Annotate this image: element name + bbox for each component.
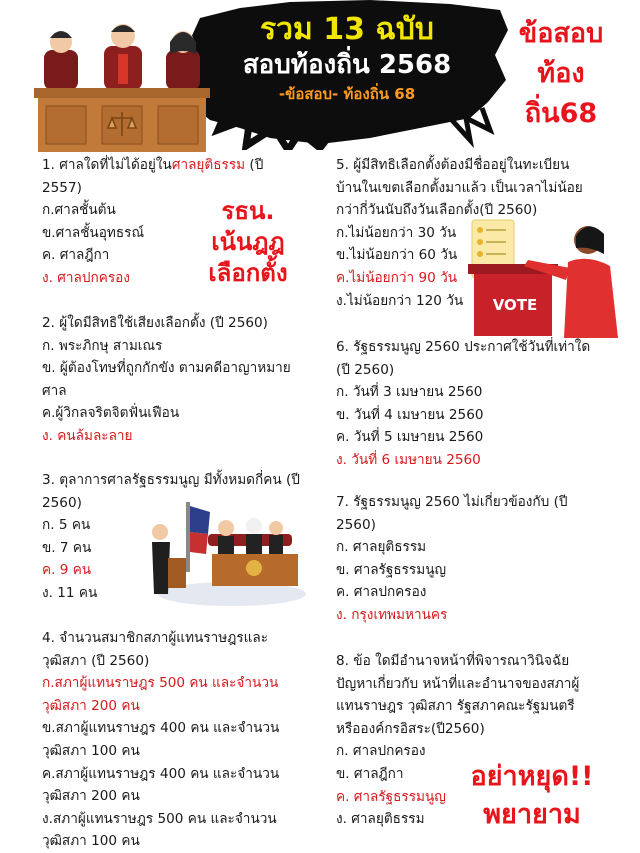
text-segment: ง.ไม่น้อยกว่า 120 วัน (336, 292, 464, 309)
text-segment: ก. วันที่ 3 เมษายน 2560 (336, 384, 483, 401)
text-segment: ก.ศาลชั้นต้น (42, 202, 116, 219)
question-line (336, 718, 579, 741)
text-segment: วุฒิสภา (ปี 2560) (42, 652, 150, 669)
question-line (42, 357, 291, 380)
text-segment: 4. จำนวนสมาชิกสภาผู้แทนราษฎรและ (42, 630, 269, 646)
text-segment: ค. ศาลฎีกา (42, 247, 110, 264)
question-line (42, 808, 279, 831)
vote-box-label: VOTE (492, 296, 538, 314)
text-segment: กว่ากี่วันนับถึงวันเลือกตั้ง(ปี 2560) (336, 202, 538, 219)
corner-label-line2: ท้อง (537, 58, 585, 89)
header-subtitle: สอบท้องถิ่น 2568 (242, 50, 452, 80)
text-segment: ก.ไม่น้อยกว่า 30 วัน (336, 224, 457, 241)
text-segment: ข.ไม่น้อยกว่า 60 วัน (336, 247, 458, 264)
text-segment: วุฒิสภา 100 คน (42, 833, 140, 850)
answer-highlight: ค.ไม่น้อยกว่า 90 วัน (336, 269, 457, 286)
text-segment: ค.สภาผู้แทนราษฎร 400 คน และจำนวน (42, 765, 280, 782)
question-6 (336, 336, 590, 472)
question-text (42, 312, 291, 335)
text-segment: ง.สภาผู้แทนราษฎร 500 คน และจำนวน (42, 810, 277, 827)
question-line (336, 359, 590, 382)
question-line (42, 650, 279, 673)
text-segment: 6. รัฐธรรมนูญ 2560 ประกาศใช้วันที่เท่าใด (336, 339, 591, 355)
question-text (336, 650, 579, 673)
question-line (336, 673, 579, 696)
text-segment: (ปี (245, 157, 264, 173)
text-segment: ก. พระภิกษุ สามเณร (42, 337, 163, 354)
text-segment: (ปี 2560) (336, 361, 395, 378)
answer-highlight: ศาลยุติธรรม (171, 157, 246, 173)
text-segment: 5. ผู้มีสิทธิเลือกตั้งต้องมีชื่ออยู่ในทะเบียน (336, 157, 570, 173)
text-segment: 2. ผู้ใดมีสิทธิใช้เสียงเลือกตั้ง (ปี 2560) (42, 315, 268, 331)
question-line (336, 695, 579, 718)
text-segment: ศาล (42, 382, 67, 399)
question-text (42, 154, 263, 177)
question-line (42, 380, 291, 403)
question-line (336, 404, 590, 427)
question-line (336, 604, 568, 627)
question-line (42, 335, 291, 358)
question-line (336, 381, 590, 404)
header-tagline: -ข้อสอบ- ท้องถิ่น 68 (278, 85, 416, 103)
text-segment: หรือองค์กรอิสระ(ปี2560) (336, 720, 485, 737)
question-4 (42, 627, 279, 853)
voting-illustration (458, 214, 628, 340)
answer-highlight: ค. 9 คน (42, 562, 92, 579)
text-segment: ข. ผู้ต้องโทษที่ถูกกักขัง ตามคดีอาญาหมาย (42, 360, 291, 377)
text-segment: 7. รัฐธรรมนูญ 2560 ไม่เกี่ยวข้องกับ (ปี (336, 494, 568, 510)
encouragement-note (452, 758, 612, 834)
question-text (336, 491, 568, 514)
question-line (42, 763, 279, 786)
focus-note-line2: เน้นฎฎ (211, 228, 285, 256)
text-segment: 3. ตุลาการศาลรัฐธรรมนูญ มีทั้งหมดกี่คน (ปี (42, 472, 300, 488)
text-segment: ก. ศาลปกครอง (336, 743, 426, 760)
corner-label-line1: ข้อสอบ (518, 18, 604, 49)
text-segment: 8. ข้อ ใดมีอำนาจหน้าที่พิจารณาวินิจฉัย (336, 653, 570, 669)
corner-label-line3: ถิ่น68 (524, 98, 598, 129)
text-segment: ข. ศาลฎีกา (336, 765, 404, 782)
question-line (42, 830, 279, 853)
text-segment: บ้านในเขตเลือกตั้งมาแล้ว เป็นเวลาไม่น้อย (336, 179, 583, 196)
question-line (336, 536, 568, 559)
text-segment: วุฒิสภา 200 คน (42, 788, 140, 805)
encouragement-line1: อย่าหยุด!! (470, 761, 594, 792)
question-line (42, 740, 279, 763)
text-segment: ก. ศาลยุติธรรม (336, 539, 427, 556)
text-segment: ก. 5 คน (42, 517, 91, 534)
text-segment: ง. 11 คน (42, 584, 98, 601)
text-segment: ค. ศาลปกครอง (336, 584, 427, 601)
courtroom-illustration (146, 498, 306, 610)
question-line (42, 785, 279, 808)
focus-note (198, 196, 298, 289)
question-line (42, 717, 279, 740)
question-7 (336, 491, 568, 627)
corner-label (502, 14, 620, 134)
header-title: รวม 13 ฉบับ (260, 12, 434, 47)
question-line (42, 402, 291, 425)
text-segment: ค. วันที่ 5 เมษายน 2560 (336, 429, 484, 446)
answer-highlight: ค. ศาลรัฐธรรมนูญ (336, 788, 446, 805)
text-segment: 2557) (42, 179, 82, 196)
question-line (336, 581, 568, 604)
answer-highlight: ง. กรุงเทพมหานคร (336, 606, 448, 623)
answer-highlight: ง. วันที่ 6 เมษายน 2560 (336, 451, 481, 468)
text-segment: 1. ศาลใดที่ไม่ได้อยู่ใน (42, 157, 172, 173)
question-line (42, 425, 291, 448)
question-text (42, 469, 300, 492)
answer-highlight: ก.สภาผู้แทนราษฎร 500 คน และจำนวน (42, 675, 279, 692)
answer-highlight: วุฒิสภา 200 คน (42, 697, 140, 714)
text-segment: ค.ผู้วิกลจริตจิตฟั่นเฟือน (42, 405, 180, 422)
text-segment: ข. 7 คน (42, 539, 92, 556)
text-segment: ข.สภาผู้แทนราษฎร 400 คน และจำนวน (42, 720, 280, 737)
answer-highlight: ง. ศาลปกครอง (42, 269, 130, 286)
text-segment: แทนราษฎร วุฒิสภา รัฐสภาคณะรัฐมนตรี (336, 698, 575, 715)
question-text (336, 154, 583, 177)
question-line (336, 514, 568, 537)
encouragement-line2: พยายาม (483, 799, 581, 830)
focus-note-line1: รธน. (221, 197, 275, 225)
question-line (42, 695, 279, 718)
question-line (336, 449, 590, 472)
question-line (336, 559, 568, 582)
question-line (42, 672, 279, 695)
judges-panel-illustration (34, 22, 210, 152)
text-segment: วุฒิสภา 100 คน (42, 742, 140, 759)
text-segment: ปัญหาเกี่ยวกับ หน้าที่และอำนาจของสภาผู้ (336, 675, 580, 692)
focus-note-line3: เลือกตั้ง (208, 259, 288, 287)
text-segment: 2560) (42, 494, 82, 511)
text-segment: ข.ศาลชั้นอุทธรณ์ (42, 224, 145, 241)
text-segment: 2560) (336, 516, 376, 533)
answer-highlight: ง. คนล้มละลาย (42, 427, 133, 444)
question-line (336, 426, 590, 449)
text-segment: ข. ศาลรัฐธรรมนูญ (336, 561, 447, 578)
question-text (42, 627, 279, 650)
question-line (336, 177, 583, 200)
text-segment: ข. วันที่ 4 เมษายน 2560 (336, 406, 484, 423)
question-2 (42, 312, 291, 448)
text-segment: ง. ศาลยุติธรรม (336, 811, 425, 828)
